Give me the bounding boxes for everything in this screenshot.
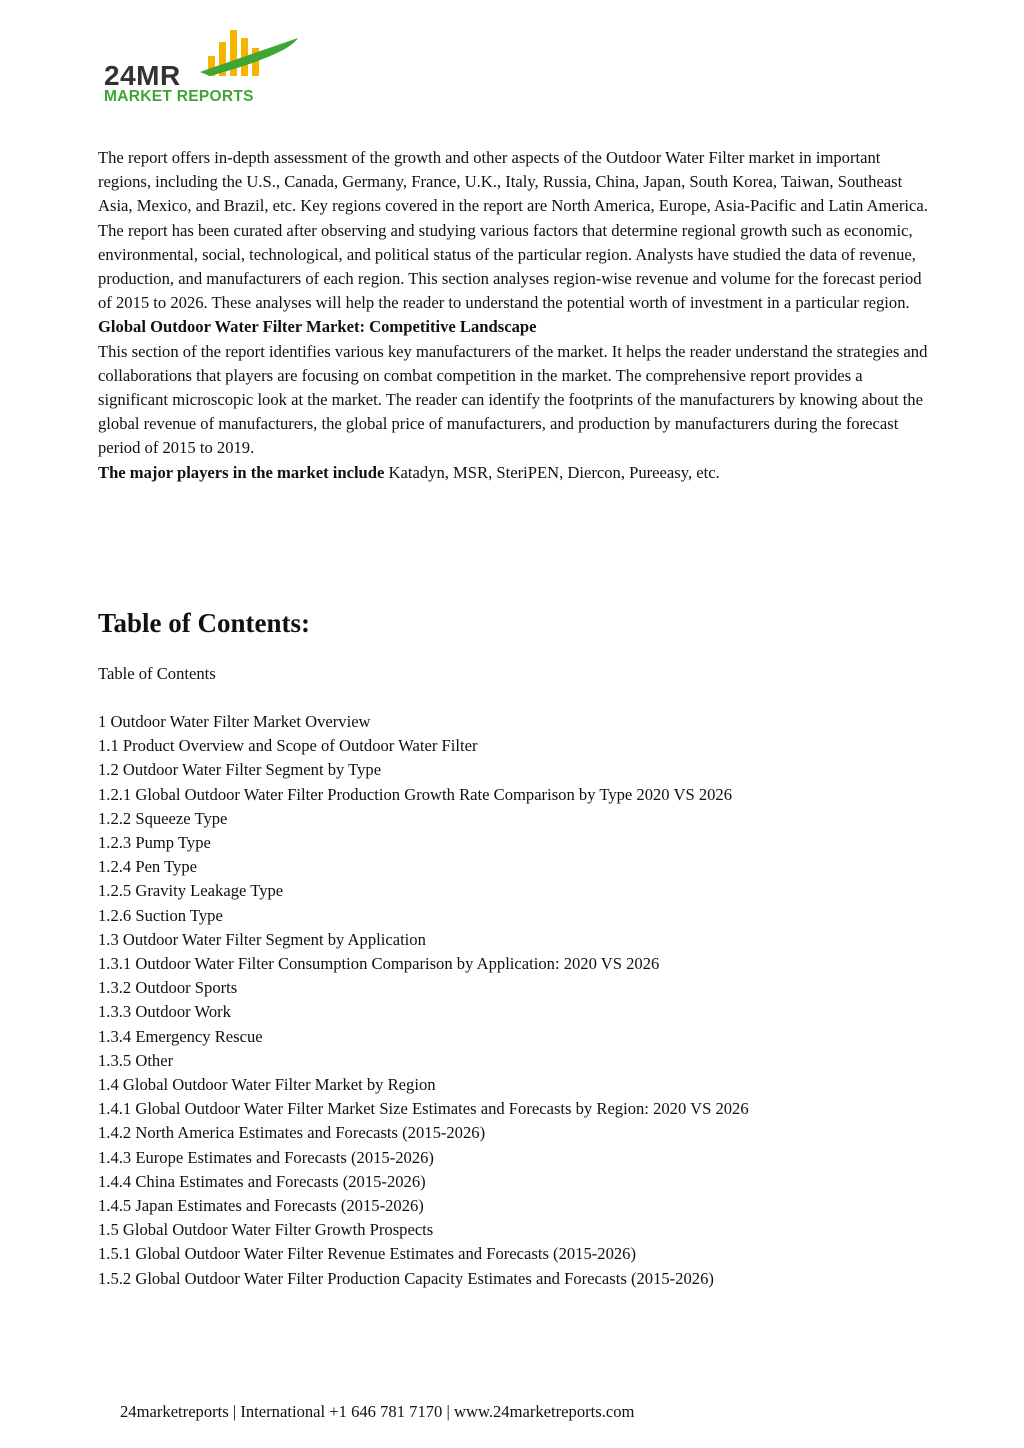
- toc-item: 1.5.1 Global Outdoor Water Filter Revenue Estimates and Forecasts (2015-2026): [98, 1244, 636, 1264]
- competitive-landscape-paragraph: This section of the report identifies various key manufacturers of the market. It helps the reader understand the strategies and collaborations that players are focusing on combat competition in the market. The comprehensive report provides a significant microscopic look at the market. The reader can identify the footprints of the manufacturers by knowing about the global revenue of manufacturers, the global price of manufacturers, and production by manufacturers during the forecast period of 2015 to 2019.: [98, 341, 928, 458]
- toc-item: 1.1 Product Overview and Scope of Outdoor Water Filter: [98, 736, 478, 756]
- toc-item: 1.2.2 Squeeze Type: [98, 808, 228, 828]
- toc-item: 1.4 Global Outdoor Water Filter Market by Region: [98, 1075, 436, 1095]
- toc-item: 1.5 Global Outdoor Water Filter Growth Prospects: [98, 1220, 434, 1240]
- report-description: [98, 146, 930, 485]
- toc-item: 1.2.6 Suction Type: [98, 905, 223, 925]
- major-players-label: The major players in the market include: [98, 462, 385, 482]
- logo-tagline: MARKET REPORTS: [104, 88, 254, 105]
- toc-item: 1.3.1 Outdoor Water Filter Consumption Comparison by Application: 2020 VS 2026: [98, 954, 660, 974]
- toc-item: 1.2 Outdoor Water Filter Segment by Type: [98, 760, 382, 780]
- logo-wordmark: 24MR: [104, 60, 181, 91]
- toc-item: 1.4.3 Europe Estimates and Forecasts (2015-2026): [98, 1147, 434, 1167]
- toc-item: 1.3.4 Emergency Rescue: [98, 1026, 263, 1046]
- toc-item: 1.5.2 Global Outdoor Water Filter Production Capacity Estimates and Forecasts (2015-2026): [98, 1268, 714, 1288]
- toc-item: 1.2.5 Gravity Leakage Type: [98, 881, 284, 901]
- regions-paragraph: The report offers in-depth assessment of the growth and other aspects of the Outdoor Water Filter market in important regions, including the U.S., Canada, Germany, France, U.K., Italy, Russia, China, Japan, South Korea, Taiwan, Southeast Asia, Mexico, and Brazil, etc. Key regions covered in the report are North America, Europe, Asia-Pacific and Latin America.: [98, 148, 928, 216]
- toc-item: 1.2.3 Pump Type: [98, 833, 211, 853]
- toc-item: 1.2.4 Pen Type: [98, 857, 198, 877]
- regional-analysis-paragraph: The report has been curated after observing and studying various factors that determine regional growth such as economic, environmental, social, technological, and political status of the particular region. Analysts have studied the data of revenue, production, and manufacturers of each region. This section analyses region-wise revenue and volume for the forecast period of 2015 to 2026. These analyses will help the reader to understand the potential worth of investment in a particular region.: [98, 220, 922, 313]
- toc-item: 1.4.1 Global Outdoor Water Filter Market Size Estimates and Forecasts by Region: 2020 VS 2026: [98, 1099, 749, 1119]
- major-players-list: Katadyn, MSR, SteriPEN, Diercon, Pureeasy, etc.: [384, 462, 720, 482]
- toc-item: 1.4.2 North America Estimates and Forecasts (2015-2026): [98, 1123, 486, 1143]
- toc-item: 1.3.2 Outdoor Sports: [98, 978, 238, 998]
- major-players-paragraph: [98, 461, 930, 485]
- toc-item: 1.3.3 Outdoor Work: [98, 1002, 231, 1022]
- toc-heading: Table of Contents:: [98, 608, 311, 638]
- toc-item: 1.4.5 Japan Estimates and Forecasts (2015-2026): [98, 1196, 424, 1216]
- toc-item: 1.2.1 Global Outdoor Water Filter Production Growth Rate Comparison by Type 2020 VS 2026: [98, 784, 733, 804]
- toc-item: 1.3 Outdoor Water Filter Segment by Application: [98, 929, 426, 949]
- toc-label: Table of Contents: [98, 664, 216, 683]
- toc-list: [98, 710, 930, 1291]
- toc-item: 1.3.5 Other: [98, 1050, 174, 1070]
- company-logo: [100, 28, 310, 110]
- page-footer: 24marketreports | International +1 646 781 7170 | www.24marketreports.com: [120, 1402, 635, 1421]
- toc-item: 1 Outdoor Water Filter Market Overview: [98, 712, 371, 731]
- toc-item: 1.4.4 China Estimates and Forecasts (2015-2026): [98, 1171, 426, 1191]
- competitive-landscape-heading: Global Outdoor Water Filter Market: Competitive Landscape: [98, 317, 537, 337]
